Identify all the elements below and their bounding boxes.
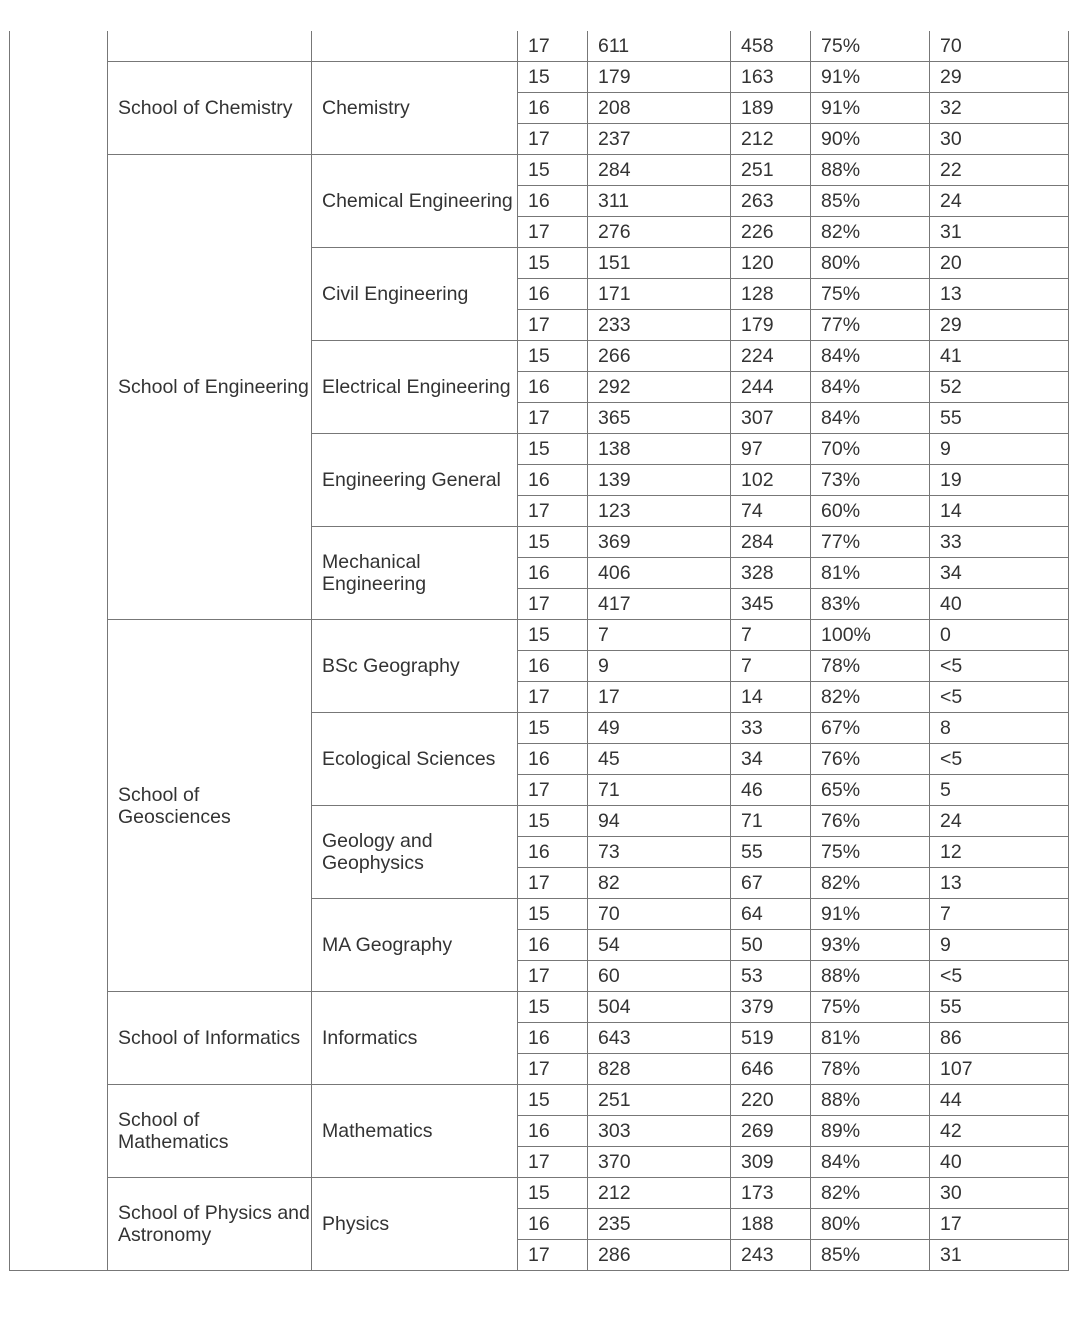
year-cell: 16 [518, 279, 588, 310]
programme-cell: Mechanical Engineering [312, 527, 518, 620]
entrants-cell: 30 [930, 1178, 1069, 1209]
entrants-cell: 41 [930, 341, 1069, 372]
offers-cell: 220 [731, 1085, 811, 1116]
entrants-cell: 8 [930, 713, 1069, 744]
offers-cell: 284 [731, 527, 811, 558]
offer-rate-cell: 76% [811, 744, 930, 775]
entrants-cell: 52 [930, 372, 1069, 403]
year-cell: 17 [518, 775, 588, 806]
applications-cell: 151 [588, 248, 731, 279]
school-cell: School of Engineering [108, 155, 312, 620]
entrants-cell: 55 [930, 992, 1069, 1023]
applications-cell: 17 [588, 682, 731, 713]
entrants-cell: 44 [930, 1085, 1069, 1116]
entrants-cell: 9 [930, 930, 1069, 961]
applications-cell: 212 [588, 1178, 731, 1209]
table-row [10, 155, 1069, 186]
offers-cell: 251 [731, 155, 811, 186]
programme-cell: Physics [312, 1178, 518, 1271]
offer-rate-cell: 84% [811, 372, 930, 403]
programme-cell: Chemistry [312, 62, 518, 155]
applications-cell: 123 [588, 496, 731, 527]
table-row [10, 1085, 1069, 1116]
year-cell: 17 [518, 217, 588, 248]
entrants-cell: 9 [930, 434, 1069, 465]
entrants-cell: 24 [930, 186, 1069, 217]
year-cell: 15 [518, 1178, 588, 1209]
admissions-table [9, 31, 1069, 1271]
applications-cell: 179 [588, 62, 731, 93]
applications-cell: 171 [588, 279, 731, 310]
programme-cell: Mathematics [312, 1085, 518, 1178]
year-cell: 15 [518, 1085, 588, 1116]
offer-rate-cell: 77% [811, 527, 930, 558]
year-cell: 16 [518, 744, 588, 775]
applications-cell: 208 [588, 93, 731, 124]
entrants-cell: 32 [930, 93, 1069, 124]
offer-rate-cell: 84% [811, 1147, 930, 1178]
offer-rate-cell: 82% [811, 217, 930, 248]
applications-cell: 417 [588, 589, 731, 620]
offer-rate-cell: 80% [811, 248, 930, 279]
offers-cell: 163 [731, 62, 811, 93]
offers-cell: 519 [731, 1023, 811, 1054]
offer-rate-cell: 60% [811, 496, 930, 527]
year-cell: 15 [518, 527, 588, 558]
offer-rate-cell: 88% [811, 961, 930, 992]
year-cell: 15 [518, 248, 588, 279]
entrants-cell: 31 [930, 217, 1069, 248]
year-cell: 17 [518, 682, 588, 713]
entrants-cell: 14 [930, 496, 1069, 527]
offers-cell: 189 [731, 93, 811, 124]
applications-cell: 54 [588, 930, 731, 961]
programme-cell: Chemical Engineering [312, 155, 518, 248]
offers-cell: 64 [731, 899, 811, 930]
applications-cell: 276 [588, 217, 731, 248]
offers-cell: 67 [731, 868, 811, 899]
year-cell: 16 [518, 837, 588, 868]
entrants-cell: 107 [930, 1054, 1069, 1085]
school-cell: School of Informatics [108, 992, 312, 1085]
entrants-cell: <5 [930, 682, 1069, 713]
applications-cell: 71 [588, 775, 731, 806]
year-cell: 16 [518, 651, 588, 682]
offer-rate-cell: 93% [811, 930, 930, 961]
offer-rate-cell: 75% [811, 279, 930, 310]
applications-cell: 73 [588, 837, 731, 868]
offers-cell: 33 [731, 713, 811, 744]
applications-cell: 406 [588, 558, 731, 589]
blank-column-cell [10, 31, 108, 1271]
table-row [10, 62, 1069, 93]
offers-cell: 173 [731, 1178, 811, 1209]
entrants-cell: 12 [930, 837, 1069, 868]
applications-cell: 139 [588, 465, 731, 496]
year-cell: 17 [518, 868, 588, 899]
entrants-cell: <5 [930, 961, 1069, 992]
entrants-cell: 86 [930, 1023, 1069, 1054]
offer-rate-cell: 85% [811, 186, 930, 217]
offers-cell: 46 [731, 775, 811, 806]
offer-rate-cell: 91% [811, 62, 930, 93]
year-cell: 17 [518, 961, 588, 992]
offers-cell: 71 [731, 806, 811, 837]
applications-cell: 237 [588, 124, 731, 155]
applications-cell: 504 [588, 992, 731, 1023]
offer-rate-cell: 89% [811, 1116, 930, 1147]
entrants-cell: 70 [930, 31, 1069, 62]
offer-rate-cell: 84% [811, 341, 930, 372]
offers-cell: 120 [731, 248, 811, 279]
applications-cell: 370 [588, 1147, 731, 1178]
year-cell: 16 [518, 930, 588, 961]
offer-rate-cell: 91% [811, 93, 930, 124]
applications-cell: 365 [588, 403, 731, 434]
year-cell: 15 [518, 341, 588, 372]
year-cell: 17 [518, 124, 588, 155]
offers-cell: 7 [731, 620, 811, 651]
year-cell: 17 [518, 403, 588, 434]
offers-cell: 50 [731, 930, 811, 961]
school-cell: School of Geosciences [108, 620, 312, 992]
offer-rate-cell: 70% [811, 434, 930, 465]
table-row [10, 992, 1069, 1023]
applications-cell: 70 [588, 899, 731, 930]
programme-cell: Engineering General [312, 434, 518, 527]
year-cell: 16 [518, 465, 588, 496]
entrants-cell: 13 [930, 868, 1069, 899]
year-cell: 15 [518, 806, 588, 837]
offers-cell: 458 [731, 31, 811, 62]
offer-rate-cell: 67% [811, 713, 930, 744]
year-cell: 16 [518, 186, 588, 217]
offers-cell: 74 [731, 496, 811, 527]
offer-rate-cell: 75% [811, 837, 930, 868]
programme-cell: Civil Engineering [312, 248, 518, 341]
offers-cell: 345 [731, 589, 811, 620]
school-cell [108, 31, 312, 62]
applications-cell: 49 [588, 713, 731, 744]
offer-rate-cell: 90% [811, 124, 930, 155]
year-cell: 17 [518, 310, 588, 341]
programme-cell [312, 31, 518, 62]
offer-rate-cell: 85% [811, 1240, 930, 1271]
entrants-cell: 17 [930, 1209, 1069, 1240]
offer-rate-cell: 82% [811, 868, 930, 899]
entrants-cell: 29 [930, 62, 1069, 93]
entrants-cell: 34 [930, 558, 1069, 589]
offers-cell: 269 [731, 1116, 811, 1147]
entrants-cell: 30 [930, 124, 1069, 155]
offer-rate-cell: 88% [811, 155, 930, 186]
applications-cell: 828 [588, 1054, 731, 1085]
offers-cell: 128 [731, 279, 811, 310]
applications-cell: 643 [588, 1023, 731, 1054]
applications-cell: 303 [588, 1116, 731, 1147]
offer-rate-cell: 81% [811, 1023, 930, 1054]
entrants-cell: 31 [930, 1240, 1069, 1271]
table-row [10, 1178, 1069, 1209]
offer-rate-cell: 75% [811, 992, 930, 1023]
applications-cell: 292 [588, 372, 731, 403]
year-cell: 16 [518, 1023, 588, 1054]
applications-cell: 311 [588, 186, 731, 217]
entrants-cell: <5 [930, 744, 1069, 775]
table-body [10, 31, 1069, 1271]
year-cell: 16 [518, 93, 588, 124]
offer-rate-cell: 91% [811, 899, 930, 930]
entrants-cell: 40 [930, 589, 1069, 620]
year-cell: 15 [518, 713, 588, 744]
offer-rate-cell: 65% [811, 775, 930, 806]
applications-cell: 94 [588, 806, 731, 837]
applications-cell: 233 [588, 310, 731, 341]
table-row [10, 31, 1069, 62]
offers-cell: 53 [731, 961, 811, 992]
year-cell: 16 [518, 558, 588, 589]
year-cell: 17 [518, 1054, 588, 1085]
school-cell: School of Physics and Astronomy [108, 1178, 312, 1271]
offer-rate-cell: 82% [811, 682, 930, 713]
offers-cell: 14 [731, 682, 811, 713]
offers-cell: 188 [731, 1209, 811, 1240]
offer-rate-cell: 78% [811, 651, 930, 682]
year-cell: 17 [518, 589, 588, 620]
year-cell: 15 [518, 992, 588, 1023]
applications-cell: 138 [588, 434, 731, 465]
offers-cell: 379 [731, 992, 811, 1023]
entrants-cell: 24 [930, 806, 1069, 837]
entrants-cell: 5 [930, 775, 1069, 806]
applications-cell: 286 [588, 1240, 731, 1271]
offer-rate-cell: 83% [811, 589, 930, 620]
year-cell: 17 [518, 496, 588, 527]
offers-cell: 212 [731, 124, 811, 155]
entrants-cell: 20 [930, 248, 1069, 279]
offers-cell: 226 [731, 217, 811, 248]
offer-rate-cell: 100% [811, 620, 930, 651]
year-cell: 15 [518, 620, 588, 651]
year-cell: 15 [518, 434, 588, 465]
offer-rate-cell: 80% [811, 1209, 930, 1240]
applications-cell: 82 [588, 868, 731, 899]
entrants-cell: 55 [930, 403, 1069, 434]
entrants-cell: 33 [930, 527, 1069, 558]
year-cell: 15 [518, 899, 588, 930]
school-cell: School of Chemistry [108, 62, 312, 155]
offer-rate-cell: 77% [811, 310, 930, 341]
offers-cell: 97 [731, 434, 811, 465]
entrants-cell: 19 [930, 465, 1069, 496]
applications-cell: 9 [588, 651, 731, 682]
year-cell: 17 [518, 1147, 588, 1178]
offers-cell: 7 [731, 651, 811, 682]
year-cell: 16 [518, 1116, 588, 1147]
offer-rate-cell: 73% [811, 465, 930, 496]
year-cell: 16 [518, 1209, 588, 1240]
year-cell: 16 [518, 372, 588, 403]
offers-cell: 102 [731, 465, 811, 496]
applications-cell: 266 [588, 341, 731, 372]
year-cell: 15 [518, 155, 588, 186]
programme-cell: Informatics [312, 992, 518, 1085]
applications-cell: 235 [588, 1209, 731, 1240]
year-cell: 17 [518, 1240, 588, 1271]
offers-cell: 307 [731, 403, 811, 434]
programme-cell: MA Geography [312, 899, 518, 992]
entrants-cell: 0 [930, 620, 1069, 651]
year-cell: 15 [518, 62, 588, 93]
entrants-cell: <5 [930, 651, 1069, 682]
programme-cell: Ecological Sciences [312, 713, 518, 806]
offers-cell: 224 [731, 341, 811, 372]
offers-cell: 646 [731, 1054, 811, 1085]
year-cell: 17 [518, 31, 588, 62]
offer-rate-cell: 76% [811, 806, 930, 837]
entrants-cell: 13 [930, 279, 1069, 310]
offers-cell: 243 [731, 1240, 811, 1271]
offer-rate-cell: 84% [811, 403, 930, 434]
entrants-cell: 42 [930, 1116, 1069, 1147]
offers-cell: 55 [731, 837, 811, 868]
offers-cell: 328 [731, 558, 811, 589]
offer-rate-cell: 82% [811, 1178, 930, 1209]
offers-cell: 34 [731, 744, 811, 775]
offers-cell: 244 [731, 372, 811, 403]
offer-rate-cell: 75% [811, 31, 930, 62]
programme-cell: Electrical Engineering [312, 341, 518, 434]
offers-cell: 263 [731, 186, 811, 217]
offers-cell: 179 [731, 310, 811, 341]
entrants-cell: 22 [930, 155, 1069, 186]
table-row [10, 620, 1069, 651]
offer-rate-cell: 88% [811, 1085, 930, 1116]
offer-rate-cell: 81% [811, 558, 930, 589]
school-cell: School of Mathematics [108, 1085, 312, 1178]
entrants-cell: 29 [930, 310, 1069, 341]
programme-cell: Geology and Geophysics [312, 806, 518, 899]
applications-cell: 7 [588, 620, 731, 651]
applications-cell: 60 [588, 961, 731, 992]
applications-cell: 45 [588, 744, 731, 775]
applications-cell: 251 [588, 1085, 731, 1116]
applications-cell: 611 [588, 31, 731, 62]
applications-cell: 284 [588, 155, 731, 186]
entrants-cell: 40 [930, 1147, 1069, 1178]
applications-cell: 369 [588, 527, 731, 558]
offer-rate-cell: 78% [811, 1054, 930, 1085]
entrants-cell: 7 [930, 899, 1069, 930]
offers-cell: 309 [731, 1147, 811, 1178]
programme-cell: BSc Geography [312, 620, 518, 713]
